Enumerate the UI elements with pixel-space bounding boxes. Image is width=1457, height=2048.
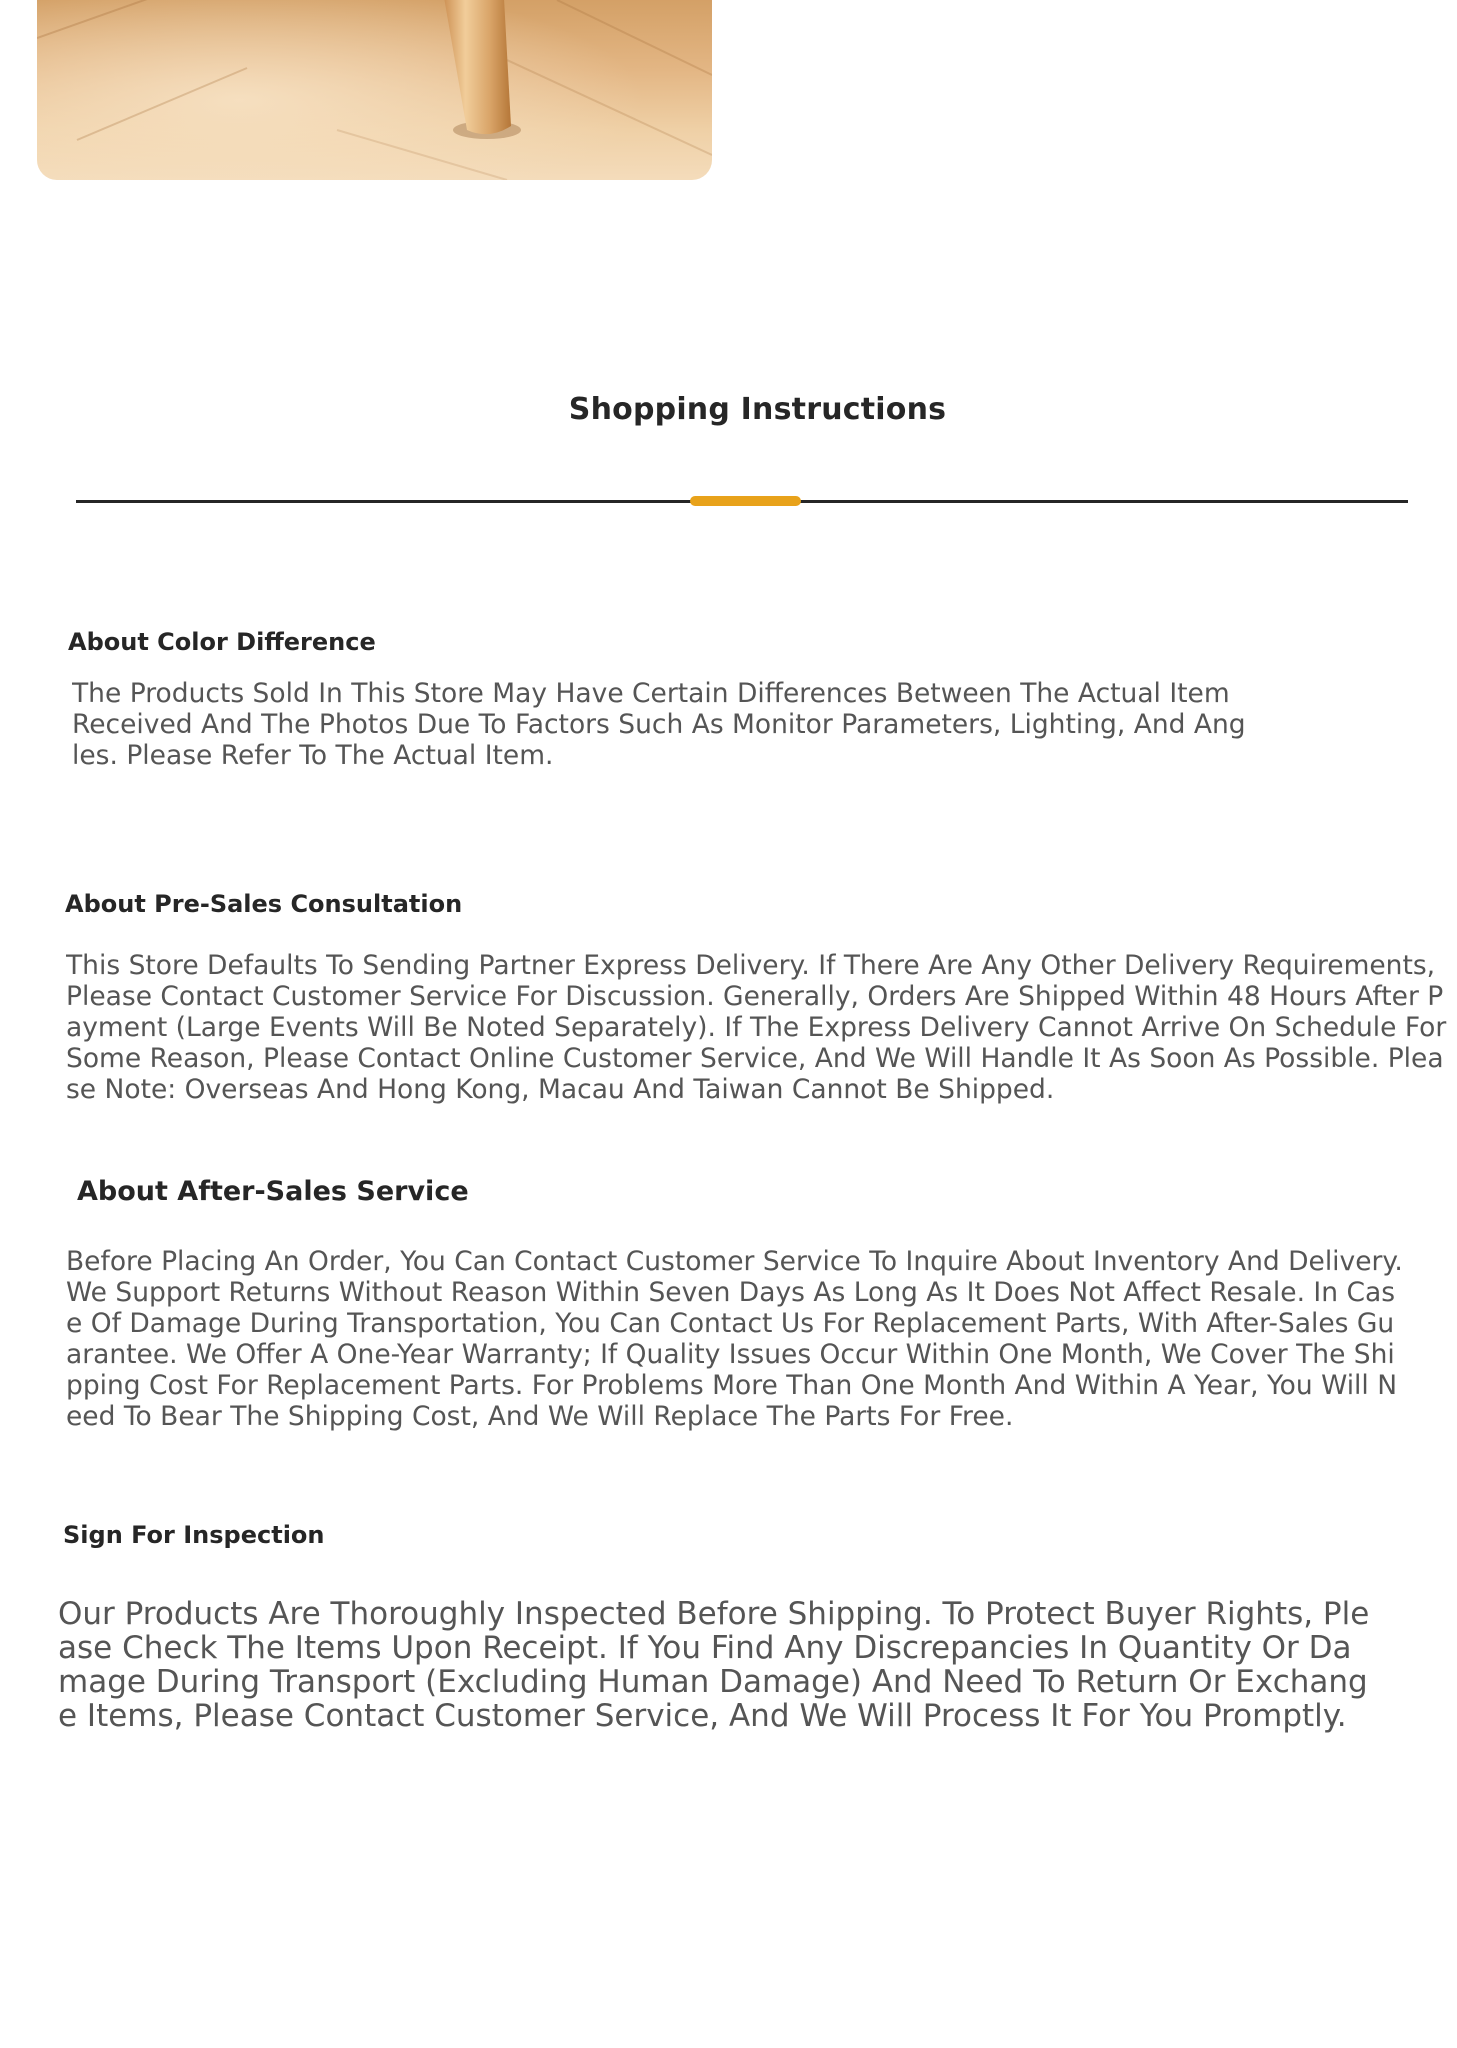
chair-leg-photo-icon [37, 0, 712, 180]
heading-pre-sales-consultation: About Pre-Sales Consultation [65, 890, 463, 918]
section-title: Shopping Instructions [568, 392, 947, 427]
heading-color-difference: About Color Difference [68, 628, 376, 656]
heading-sign-for-inspection: Sign For Inspection [63, 1521, 325, 1549]
text-pre-sales-consultation: This Store Defaults To Sending Partner Express Delivery. If There Are Any Other Delivery Requirements, Please Contact Customer Service For Discussion. Generally, Orders Are Shipped Within 48 Hours After Payment (Large Events Will Be Noted Separately). If The Express Delivery Cannot Arrive On Schedule For Some Reason, Please Contact Online Customer Service, And We Will Handle It As Soon As Possible. Please Note: Overseas And Hong Kong, Macau And Taiwan Cannot Be Shipped. [66, 950, 1447, 1105]
text-after-sales-service: Before Placing An Order, You Can Contact Customer Service To Inquire About Inventory And Delivery. We Support Returns Without Reason Within Seven Days As Long As It Does Not Affect Resale. In Case Of Damage During Transportation, You Can Contact Us For Replacement Parts, With After-Sales Guarantee. We Offer A One-Year Warranty; If Quality Issues Occur Within One Month, We Cover The Shipping Cost For Replacement Parts. For Problems More Than One Month And Within A Year, You Will Need To Bear The Shipping Cost, And We Will Replace The Parts For Free. [66, 1246, 1403, 1432]
heading-after-sales-service: About After-Sales Service [77, 1176, 469, 1207]
text-color-difference: The Products Sold In This Store May Have Certain Differences Between The Actual Item Received And The Photos Due To Factors Such As Monitor Parameters, Lighting, And Angles. Please Refer To The Actual Item. [72, 678, 1246, 771]
product-photo [37, 0, 712, 180]
title-divider-accent [690, 496, 801, 506]
text-sign-for-inspection: Our Products Are Thoroughly Inspected Before Shipping. To Protect Buyer Rights, Please Check The Items Upon Receipt. If You Find Any Discrepancies In Quantity Or Damage During Transport (Excluding Human Damage) And Need To Return Or Exchange Items, Please Contact Customer Service, And We Will Process It For You Promptly. [58, 1597, 1370, 1733]
